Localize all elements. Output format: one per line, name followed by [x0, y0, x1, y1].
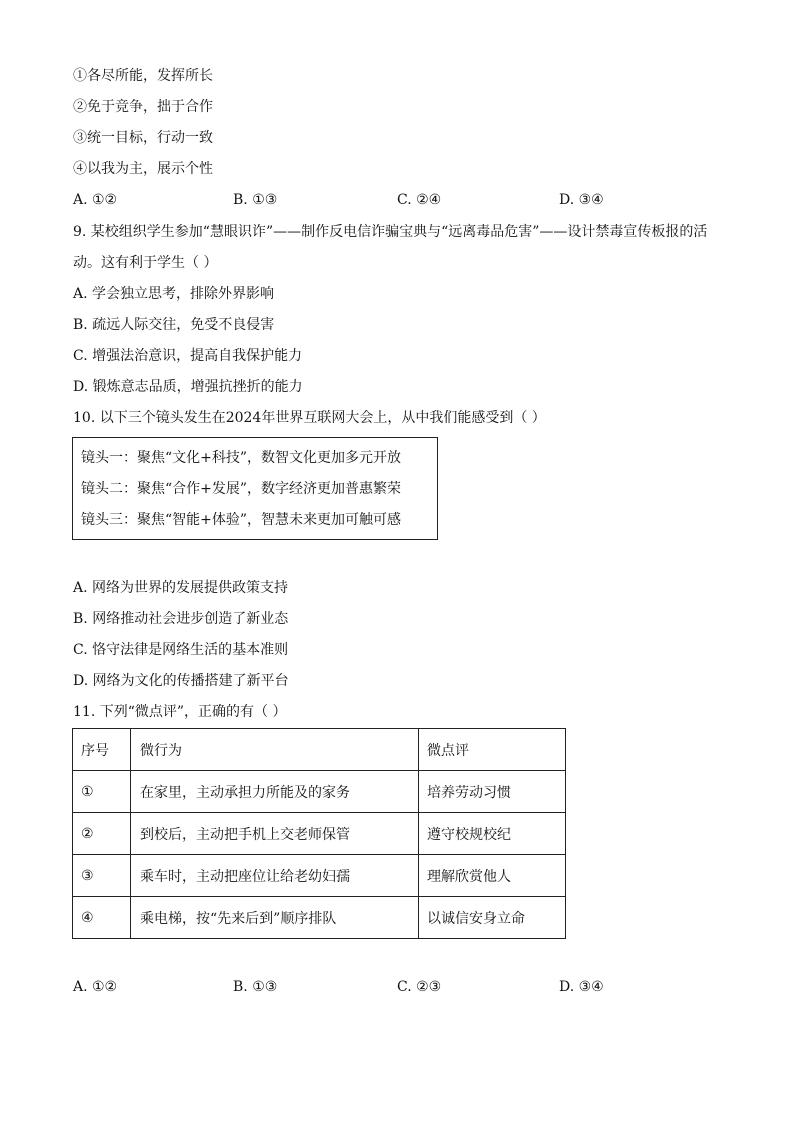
q10-option-d[interactable]: D. 网络为文化的传播搭建了新平台: [73, 673, 289, 689]
q8-option-c[interactable]: C. ②④: [397, 192, 442, 208]
q11-option-c[interactable]: C. ②③: [397, 979, 442, 995]
q10-option-a[interactable]: A. 网络为世界的发展提供政策支持: [73, 580, 289, 596]
row-comment: 培养劳动习惯: [419, 771, 566, 813]
row-index: ①: [73, 771, 131, 813]
row-index: ③: [73, 855, 131, 897]
q11-option-d[interactable]: D. ③④: [559, 979, 604, 995]
q9-option-a[interactable]: A. 学会独立思考，排除外界影响: [73, 286, 275, 302]
row-behavior: 乘车时，主动把座位让给老幼妇孺: [131, 855, 419, 897]
q10-box-line-1: 镜头一：聚焦“文化+科技”，数智文化更加多元开放: [81, 450, 402, 466]
q10-stem: 10. 以下三个镜头发生在2024年世界互联网大会上，从中我们能感受到（ ）: [73, 410, 546, 426]
q10-box-line-2: 镜头二：聚焦“合作+发展”，数字经济更加普惠繁荣: [81, 481, 402, 497]
q8-options: [73, 190, 713, 210]
row-comment: 以诚信安身立命: [419, 897, 566, 939]
header-index: 序号: [73, 729, 131, 771]
q9-stem-line-1: 9. 某校组织学生参加“慧眼识诈”——制作反电信诈骗宝典与“远离毒品危害”——设计禁毒宣传板报的活: [73, 224, 708, 240]
row-behavior: 在家里，主动承担力所能及的家务: [131, 771, 419, 813]
table-row: [73, 813, 566, 855]
header-behavior: 微行为: [131, 729, 419, 771]
table-row: [73, 897, 566, 939]
q11-options: [73, 977, 713, 997]
row-index: ②: [73, 813, 131, 855]
table-row: [73, 771, 566, 813]
q11-option-b[interactable]: B. ①③: [233, 979, 278, 995]
q9-option-c[interactable]: C. 增强法治意识，提高自我保护能力: [73, 348, 303, 364]
table-row: [73, 855, 566, 897]
q10-box-line-3: 镜头三：聚焦“智能+体验”，智慧未来更加可触可感: [81, 512, 402, 528]
q9-option-d[interactable]: D. 锻炼意志品质，增强抗挫折的能力: [73, 379, 303, 395]
table-header-row: [73, 729, 566, 771]
q8-option-b[interactable]: B. ①③: [233, 192, 278, 208]
q11-stem: 11. 下列“微点评”，正确的有（ ）: [73, 704, 287, 720]
q8-statement-1: ①各尽所能，发挥所长: [73, 68, 213, 84]
row-comment: 遵守校规校纪: [419, 813, 566, 855]
row-behavior: 到校后，主动把手机上交老师保管: [131, 813, 419, 855]
q10-option-b[interactable]: B. 网络推动社会进步创造了新业态: [73, 611, 289, 627]
row-comment: 理解欣赏他人: [419, 855, 566, 897]
q8-option-a[interactable]: A. ①②: [73, 192, 118, 208]
q9-stem-line-2: 动。这有利于学生（ ）: [73, 255, 218, 271]
q8-statement-2: ②免于竞争，拙于合作: [73, 99, 213, 115]
q11-option-a[interactable]: A. ①②: [73, 979, 118, 995]
q8-option-d[interactable]: D. ③④: [559, 192, 604, 208]
row-behavior: 乘电梯，按“先来后到”顺序排队: [131, 897, 419, 939]
q11-table: [72, 728, 566, 939]
q10-option-c[interactable]: C. 恪守法律是网络生活的基本准则: [73, 642, 289, 658]
q8-statement-3: ③统一目标，行动一致: [73, 130, 213, 146]
q9-option-b[interactable]: B. 疏远人际交往，免受不良侵害: [73, 317, 275, 333]
row-index: ④: [73, 897, 131, 939]
q10-material-box: [72, 437, 438, 540]
q8-statement-4: ④以我为主，展示个性: [73, 161, 213, 177]
header-comment: 微点评: [419, 729, 566, 771]
